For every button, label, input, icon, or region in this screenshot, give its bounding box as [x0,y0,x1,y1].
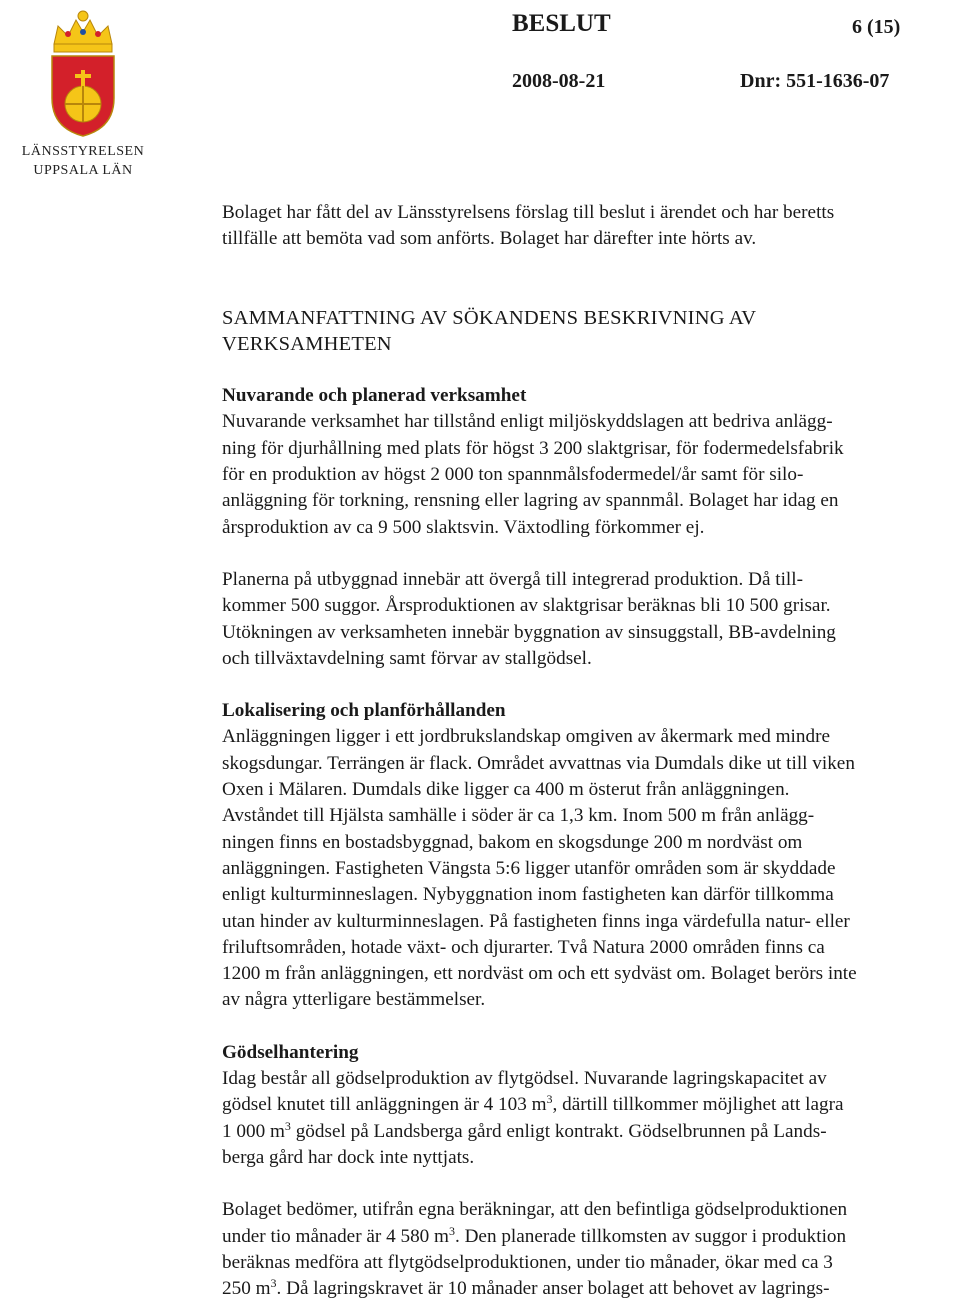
text-line: Oxen i Mälaren. Dumdals dike ligger ca 400 m österut från anläggningen. [222,779,790,801]
section-heading: Lokalisering och planförhållanden [222,700,506,722]
document-body [222,200,960,1302]
text-line: utan hinder av kulturminneslagen. På fastigheten finns inga värdefulla natur- eller [222,910,850,932]
text-line: anläggning för torkning, rensning eller lagring av spannmål. Bolaget har idag en [222,490,839,512]
text-line: ningen finns en bostadsbyggnad, bakom en skogsdunge 200 m nordväst om [222,831,803,853]
text-line: beräknas medföra att flytgödselproduktionen, under tio månader, ökar med ca 3 [222,1251,833,1273]
text-line: av några ytterligare bestämmelser. [222,989,486,1011]
section-heading: Nuvarande och planerad verksamhet [222,385,527,407]
section-heading: Gödselhantering [222,1041,359,1063]
text-line: Utökningen av verksamheten innebär byggnation av sinsuggstall, BB-avdelning [222,621,836,643]
text-line: årsproduktion av ca 9 500 slaktsvin. Växtodling förkommer ej. [222,516,705,538]
text-line: 1 000 $m^3$ gödsel på Landsberga gård enligt kontrakt. Gödselbrunnen på Lands- [222,1118,827,1142]
text-line: friluftsområden, hotade växt- och djurarter. Två Natura 2000 områden finns ca [222,936,825,958]
text-line: enligt kulturminneslagen. Nybyggnation inom fastigheten kan därför tillkomma [222,884,834,906]
text-line: tillfälle att bemöta vad som anförts. Bolaget har därefter inte hörts av. [222,228,757,250]
coat-of-arms-icon [46,10,120,138]
text-line: Idag består all gödselproduktion av flytgödsel. Nuvarande lagringskapacitet av [222,1068,827,1090]
text-line: skogsdungar. Terrängen är flack. Området avvattnas via Dumdals dike ut till viken [222,752,855,774]
text-line: anläggningen. Fastigheten Vängsta 5:6 ligger utanför områden som är skyddade [222,857,836,879]
text-line: för en produktion av högst 2 000 ton spannmålsfodermedel/år samt för silo- [222,464,804,486]
page-number: 6 (15) [852,16,901,38]
section-manure [222,1040,960,1171]
text-line: berga gård har dock inte nyttjats. [222,1146,475,1168]
heading-line: VERKSAMHETEN [222,332,392,355]
text-line: gödsel knutet till anläggningen är 4 103 $m^3$, därtill tillkommer möjlighet att lagra [222,1092,844,1116]
section-activity [222,383,960,541]
text-line: kommer 500 suggor. Årsproduktionen av slaktgrisar beräknas bli 10 500 grisar. [222,595,831,617]
text-line: Bolaget bedömer, utifrån egna beräkningar, att den befintliga gödselproduktionen [222,1199,848,1221]
document-type: BESLUT [512,10,611,37]
logo-text-county: UPPSALA LÄN [33,163,133,178]
section-activity-plans [222,567,960,672]
text-line: Bolaget har fått del av Länsstyrelsens förslag till beslut i ärendet och har beretts [222,202,835,223]
section-location [222,698,960,1014]
text-line: och tillväxtavdelning samt förvar av stallgödsel. [222,647,592,669]
document-date: 2008-08-21 [512,70,606,92]
intro-paragraph [222,200,960,253]
text-line: Anläggningen ligger i ett jordbrukslandskap omgiven av åkermark med mindre [222,726,830,748]
logo-text-agency: LÄNSSTYRELSEN [21,144,145,159]
text-line: Avståndet till Hjälsta samhälle i söder är ca 1,3 km. Inom 500 m från anlägg- [222,805,815,827]
agency-logo [8,10,158,185]
text-line: under tio månader är 4 580 $m^3$. Den planerade tillkomsten av suggor i produktion [222,1223,847,1247]
text-line: ning för djurhållning med plats för högst 3 200 slaktgrisar, för fodermedelsfabrik [222,437,844,459]
heading-line: SAMMANFATTNING AV SÖKANDENS BESKRIVNING AV [222,306,757,329]
section-assessment [222,1197,960,1302]
text-line: 1200 m från anläggningen, ett nordväst om och ett sydväst om. Bolaget berörs inte [222,963,857,985]
document-dnr: Dnr: 551-1636-07 [740,70,890,92]
text-line: Nuvarande verksamhet har tillstånd enligt miljöskyddslagen att bedriva anlägg- [222,411,833,433]
text-line: 250 $m^3$. Då lagringskravet är 10 månader anser bolaget att behovet av lagrings- [222,1276,830,1300]
summary-heading [222,305,960,358]
text-line: Planerna på utbyggnad innebär att övergå till integrerad produktion. Då till- [222,568,803,590]
